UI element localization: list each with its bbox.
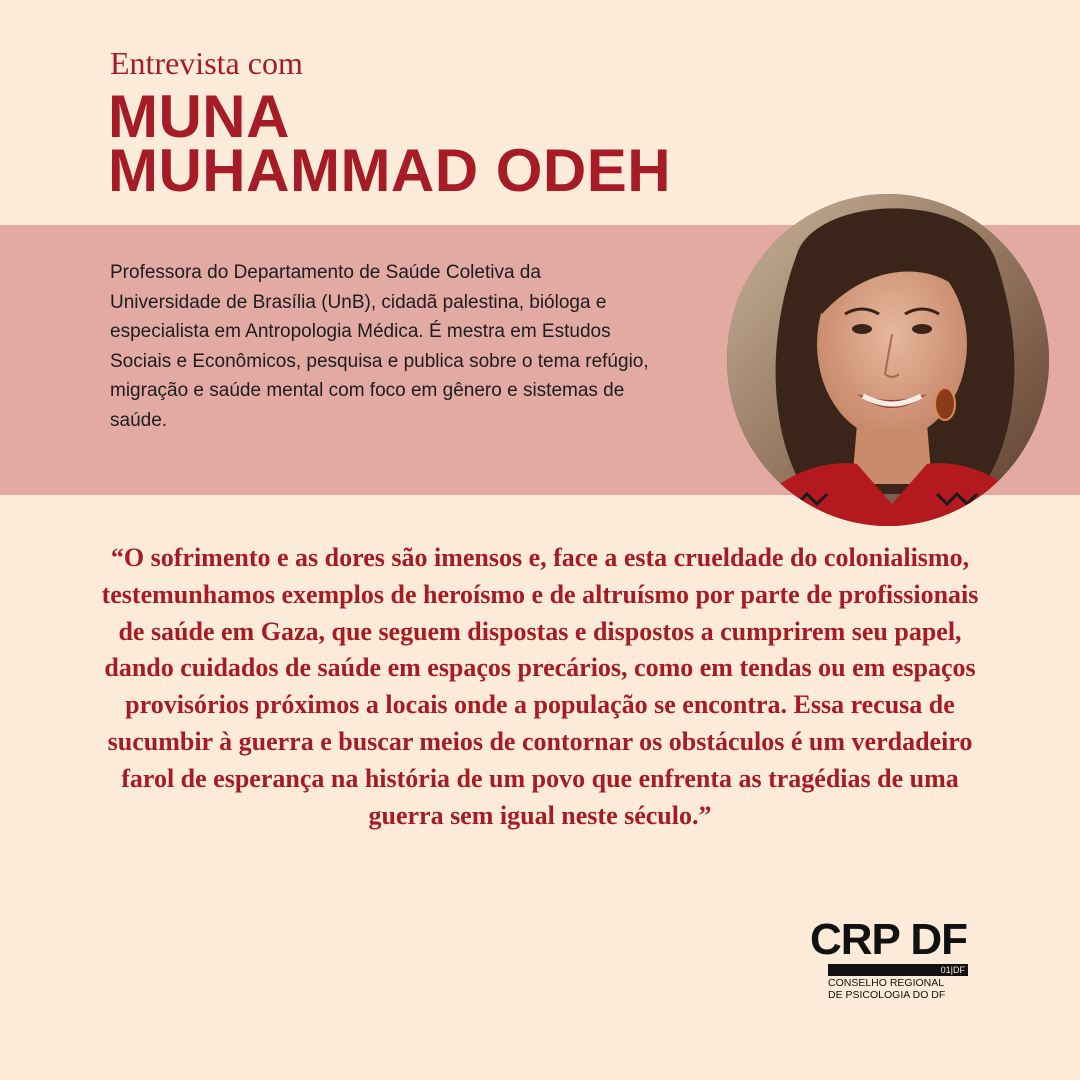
portrait-illustration bbox=[727, 194, 1049, 526]
quote-text: “O sofrimento e as dores são imensos e, face a esta crueldade do colonialismo, testemunhamos exemplos de heroísmo e de altruísmo por parte de profissionais de saúde em Gaza, que seguem dispostas e dispostos a cumprirem seu papel, dando cuidados de saúde em espaços precários, como em tendas ou em espaços provisórios próximos a locais onde a população se encontra. Essa recusa de sucumbir à guerra e buscar meios de contornar os obstáculos é um verdadeiro farol de esperança na história de um povo que enfrenta as tragédias de uma guerra sem igual neste século.” bbox=[101, 543, 979, 830]
name-line-1: MUNA bbox=[108, 83, 290, 150]
logo-mark: CRP DF bbox=[810, 915, 967, 964]
intro-label: Entrevista com bbox=[110, 45, 303, 81]
logo-subtitle bbox=[828, 977, 978, 1001]
name-line-2: MUHAMMAD ODEH bbox=[108, 137, 672, 204]
crp-df-logo bbox=[810, 915, 975, 1003]
logo-subtitle-line-1: CONSELHO REGIONAL bbox=[828, 977, 945, 989]
logo-bar bbox=[828, 964, 968, 976]
portrait-photo bbox=[727, 194, 1049, 526]
bio-text: Professora do Departamento de Saúde Coletiva da Universidade de Brasília (UnB), cidadã palestina, bióloga e especialista em Antropologia Médica. É mestra em Estudos Sociais e Econômicos, pesquisa e publica sobre o tema refúgio, migração e saúde mental com foco em gênero e sistemas de saúde. bbox=[110, 262, 649, 431]
logo-code: 01|DF bbox=[938, 964, 968, 976]
interviewee-name bbox=[108, 83, 672, 204]
logo-subtitle-line-2: DE PSICOLOGIA DO DF bbox=[828, 989, 946, 1001]
